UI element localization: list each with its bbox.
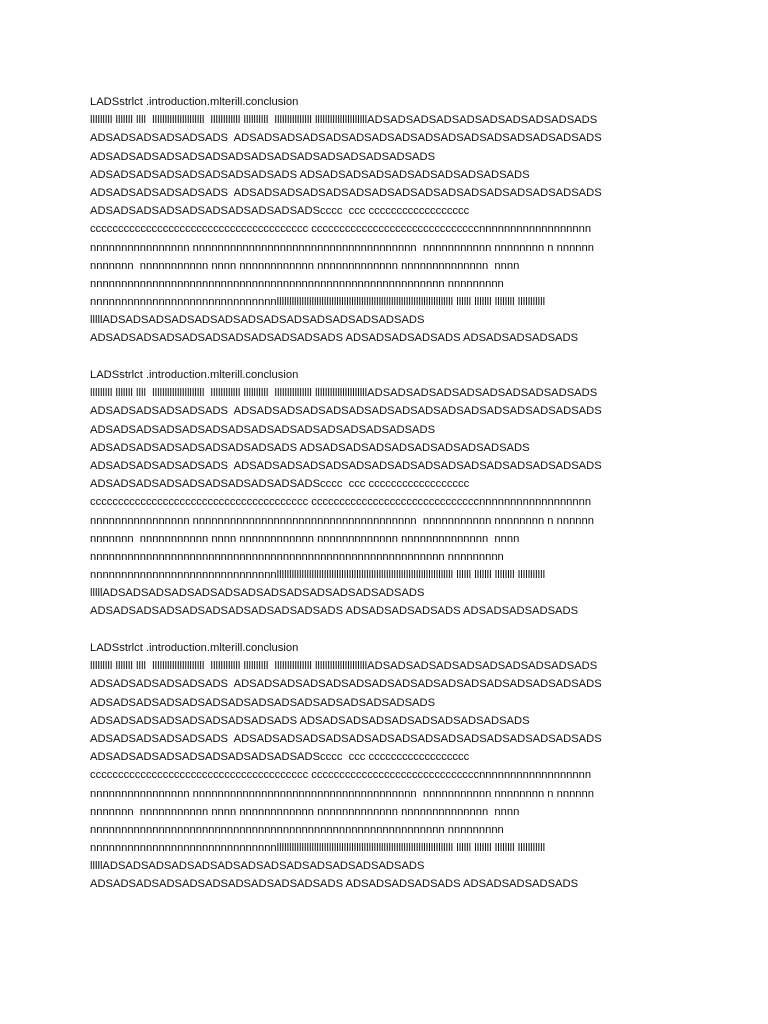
paragraph-line: ADSADSADSADSADSADSADSADSADS ADSADSADSADSADSADSADSADSADSADS <box>90 714 530 727</box>
paragraph-line: ccccccccccccccccccccccccccccccccccccccc ccccccccccccccccccccccccccccccnnnnnnnnnnnnnnnnnn <box>90 496 592 509</box>
paragraph-line: lllllllll lllllll llll lllllllllllllllllllll llllllllllll llllllllll lllllllllllllll lllllllllllllllllllllADSADSADSADSADSADSADSADSADSADS <box>90 387 598 400</box>
paragraph-block <box>90 366 690 621</box>
paragraph-line: ADSADSADSADSADSADS ADSADSADSADSADSADSADSADSADSADSADSADSADSADSADSADS <box>90 132 602 145</box>
paragraph-line: ADSADSADSADSADSADSADSADSADSADScccc ccc cccccccccccccccccc <box>90 205 470 218</box>
paragraph-line: ccccccccccccccccccccccccccccccccccccccc ccccccccccccccccccccccccccccccnnnnnnnnnnnnnnnnnn <box>90 223 592 236</box>
paragraph-line: lllllllll lllllll llll lllllllllllllllllllll llllllllllll llllllllll lllllllllllllll lllllllllllllllllllllADSADSADSADSADSADSADSADSADSADS <box>90 660 598 673</box>
paragraph-line: nnnnnnn nnnnnnnnnnn nnnn nnnnnnnnnnnn nnnnnnnnnnnnn nnnnnnnnnnnnnn nnnn <box>90 259 520 272</box>
paragraph-line: ADSADSADSADSADSADS ADSADSADSADSADSADSADSADSADSADSADSADSADSADSADSADS <box>90 732 602 745</box>
paragraph-line: ADSADSADSADSADSADS ADSADSADSADSADSADSADSADSADSADSADSADSADSADSADSADS <box>90 678 602 691</box>
paragraph-line: ADSADSADSADSADSADSADSADSADSADSADS ADSADSADSADSADS ADSADSADSADSADS <box>90 332 579 345</box>
paragraph-line: nnnnnnnnnnnnnnnnnnnnnnnnnnnnnnlllllllllllllllllllllllllllllllllllllllllllllllllllllllllllllllllllllll llllll lllllll llllllll lllllllllll <box>90 842 546 855</box>
paragraph-line: ADSADSADSADSADSADS ADSADSADSADSADSADSADSADSADSADSADSADSADSADSADSADS <box>90 459 602 472</box>
paragraph-line: ADSADSADSADSADSADSADSADSADSADSADSADSADSADSADS <box>90 696 436 709</box>
paragraph-line: lllllADSADSADSADSADSADSADSADSADSADSADSADSADSADS <box>90 314 425 327</box>
paragraph-line: ADSADSADSADSADSADS ADSADSADSADSADSADSADSADSADSADSADSADSADSADSADSADS <box>90 186 602 199</box>
paragraph-line: ADSADSADSADSADSADSADSADSADS ADSADSADSADSADSADSADSADSADSADS <box>90 168 530 181</box>
paragraph-line: ADSADSADSADSADSADSADSADSADSADSADSADSADSADSADS <box>90 150 436 163</box>
paragraph-line: ccccccccccccccccccccccccccccccccccccccc ccccccccccccccccccccccccccccccnnnnnnnnnnnnnnnnnn <box>90 769 592 782</box>
paragraph-heading: LADSstrlct .introduction.mlterill.conclusion <box>90 369 299 381</box>
paragraph-block <box>90 639 690 894</box>
paragraph-line: nnnnnnnnnnnnnnnnnnnnnnnnnnnnnnnnnnnnnnnnnnnnnnnnnnnnnnnnn nnnnnnnnn <box>90 277 504 290</box>
paragraph-line: ADSADSADSADSADSADSADSADSADSADScccc ccc cccccccccccccccccc <box>90 751 470 764</box>
paragraph-line: nnnnnnnnnnnnnnnn nnnnnnnnnnnnnnnnnnnnnnnnnnnnnnnnnnnn nnnnnnnnnnn nnnnnnnn n nnnnnn <box>90 241 594 254</box>
paragraph-line: nnnnnnnnnnnnnnnn nnnnnnnnnnnnnnnnnnnnnnnnnnnnnnnnnnnn nnnnnnnnnnn nnnnnnnn n nnnnnn <box>90 514 594 527</box>
paragraph-line: ADSADSADSADSADSADSADSADSADSADSADS ADSADSADSADSADS ADSADSADSADSADS <box>90 878 579 891</box>
paragraph-line: nnnnnnnnnnnnnnnnnnnnnnnnnnnnnnlllllllllllllllllllllllllllllllllllllllllllllllllllllllllllllllllllllll llllll lllllll llllllll lllllllllll <box>90 296 546 309</box>
paragraph-line: lllllllll lllllll llll lllllllllllllllllllll llllllllllll llllllllll lllllllllllllll lllllllllllllllllllllADSADSADSADSADSADSADSADSADSADS <box>90 114 598 127</box>
paragraph-line: lllllADSADSADSADSADSADSADSADSADSADSADSADSADSADS <box>90 587 425 600</box>
paragraph-line: nnnnnnn nnnnnnnnnnn nnnn nnnnnnnnnnnn nnnnnnnnnnnnn nnnnnnnnnnnnnn nnnn <box>90 532 520 545</box>
paragraph-line: nnnnnnn nnnnnnnnnnn nnnn nnnnnnnnnnnn nnnnnnnnnnnnn nnnnnnnnnnnnnn nnnn <box>90 805 520 818</box>
paragraph-line: nnnnnnnnnnnnnnnnnnnnnnnnnnnnnnnnnnnnnnnnnnnnnnnnnnnnnnnnn nnnnnnnnn <box>90 550 504 563</box>
paragraph-heading: LADSstrlct .introduction.mlterill.conclusion <box>90 96 299 108</box>
paragraph-line: nnnnnnnnnnnnnnnnnnnnnnnnnnnnnnnnnnnnnnnnnnnnnnnnnnnnnnnnn nnnnnnnnn <box>90 823 504 836</box>
paragraph-line: lllllADSADSADSADSADSADSADSADSADSADSADSADSADSADS <box>90 860 425 873</box>
paragraph-line: ADSADSADSADSADSADSADSADSADSADSADS ADSADSADSADSADS ADSADSADSADSADS <box>90 605 579 618</box>
paragraph-line: ADSADSADSADSADSADSADSADSADSADSADSADSADSADSADS <box>90 423 436 436</box>
paragraph-block <box>90 93 690 348</box>
paragraph-line: ADSADSADSADSADSADSADSADSADSADScccc ccc cccccccccccccccccc <box>90 478 470 491</box>
paragraph-line: ADSADSADSADSADSADS ADSADSADSADSADSADSADSADSADSADSADSADSADSADSADSADS <box>90 405 602 418</box>
paragraph-line: nnnnnnnnnnnnnnnn nnnnnnnnnnnnnnnnnnnnnnnnnnnnnnnnnnnn nnnnnnnnnnn nnnnnnnn n nnnnnn <box>90 787 594 800</box>
paragraph-line: nnnnnnnnnnnnnnnnnnnnnnnnnnnnnnlllllllllllllllllllllllllllllllllllllllllllllllllllllllllllllllllllllll llllll lllllll llllllll lllllllllll <box>90 569 546 582</box>
paragraph-heading: LADSstrlct .introduction.mlterill.conclusion <box>90 642 299 654</box>
paragraph-line: ADSADSADSADSADSADSADSADSADS ADSADSADSADSADSADSADSADSADSADS <box>90 441 530 454</box>
